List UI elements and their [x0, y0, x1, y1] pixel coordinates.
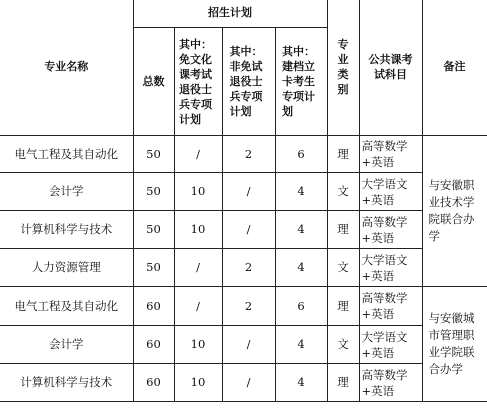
category-cell: 文: [327, 326, 359, 364]
total-cell: 60: [133, 364, 174, 402]
header-category: 专业类别: [327, 0, 359, 136]
exempt-cell: /: [174, 249, 222, 287]
nonexempt-cell: /: [222, 211, 275, 249]
nonexempt-cell: 2: [222, 287, 275, 326]
poor-cell: 6: [275, 136, 327, 173]
table-row: [0, 364, 487, 402]
subjects-cell: 高等数学+英语: [359, 211, 422, 249]
nonexempt-cell: /: [222, 364, 275, 402]
subjects-cell: 大学语文+英语: [359, 249, 422, 287]
poor-cell: 4: [275, 364, 327, 402]
poor-cell: 4: [275, 249, 327, 287]
table-row: [0, 211, 487, 249]
total-cell: 60: [133, 326, 174, 364]
table-row: [0, 249, 487, 287]
table-row: [0, 326, 487, 364]
total-cell: 50: [133, 249, 174, 287]
poor-cell: 4: [275, 173, 327, 211]
nonexempt-cell: 2: [222, 249, 275, 287]
header-subjects: 公共课考试科目: [359, 0, 422, 136]
category-cell: 理: [327, 287, 359, 326]
header-row-1: [0, 0, 487, 28]
major-cell: 计算机科学与技术: [0, 364, 133, 402]
poor-cell: 4: [275, 211, 327, 249]
subjects-cell: 大学语文+英语: [359, 326, 422, 364]
subjects-cell: 大学语文+英语: [359, 173, 422, 211]
subjects-cell: 高等数学+英语: [359, 364, 422, 402]
header-major: 专业名称: [0, 0, 133, 136]
exempt-cell: 10: [174, 326, 222, 364]
major-cell: 电气工程及其自动化: [0, 136, 133, 173]
table-row: [0, 287, 487, 326]
major-cell: 计算机科学与技术: [0, 211, 133, 249]
nonexempt-cell: /: [222, 326, 275, 364]
total-cell: 50: [133, 136, 174, 173]
total-cell: 50: [133, 173, 174, 211]
header-plan-group: 招生计划: [133, 0, 327, 28]
category-cell: 理: [327, 211, 359, 249]
poor-cell: 6: [275, 287, 327, 326]
exempt-cell: /: [174, 287, 222, 326]
category-cell: 理: [327, 136, 359, 173]
subjects-cell: 高等数学+英语: [359, 136, 422, 173]
exempt-cell: 10: [174, 173, 222, 211]
subjects-cell: 高等数学+英语: [359, 287, 422, 326]
total-cell: 60: [133, 287, 174, 326]
major-cell: 会计学: [0, 173, 133, 211]
header-remarks: 备注: [422, 0, 487, 136]
table-row: [0, 173, 487, 211]
nonexempt-cell: /: [222, 173, 275, 211]
header-poor-household: 其中：建档立卡考生专项计划: [275, 28, 327, 136]
category-cell: 文: [327, 249, 359, 287]
remarks-cell: 与安徽职业技术学院联合办学: [422, 136, 487, 287]
remarks-cell: 与安徽城市管理职业学院联合办学: [422, 287, 487, 402]
header-nonexempt-veteran: 其中：非免试退役士兵专项计划: [222, 28, 275, 136]
total-cell: 50: [133, 211, 174, 249]
header-exempt-veteran: 其中：免文化课考试退役士兵专项计划: [174, 28, 222, 136]
exempt-cell: 10: [174, 211, 222, 249]
category-cell: 文: [327, 173, 359, 211]
header-total: 总数: [133, 28, 174, 136]
category-cell: 理: [327, 364, 359, 402]
poor-cell: 4: [275, 326, 327, 364]
table-row: [0, 136, 487, 173]
major-cell: 电气工程及其自动化: [0, 287, 133, 326]
major-cell: 会计学: [0, 326, 133, 364]
exempt-cell: 10: [174, 364, 222, 402]
nonexempt-cell: 2: [222, 136, 275, 173]
exempt-cell: /: [174, 136, 222, 173]
major-cell: 人力资源管理: [0, 249, 133, 287]
